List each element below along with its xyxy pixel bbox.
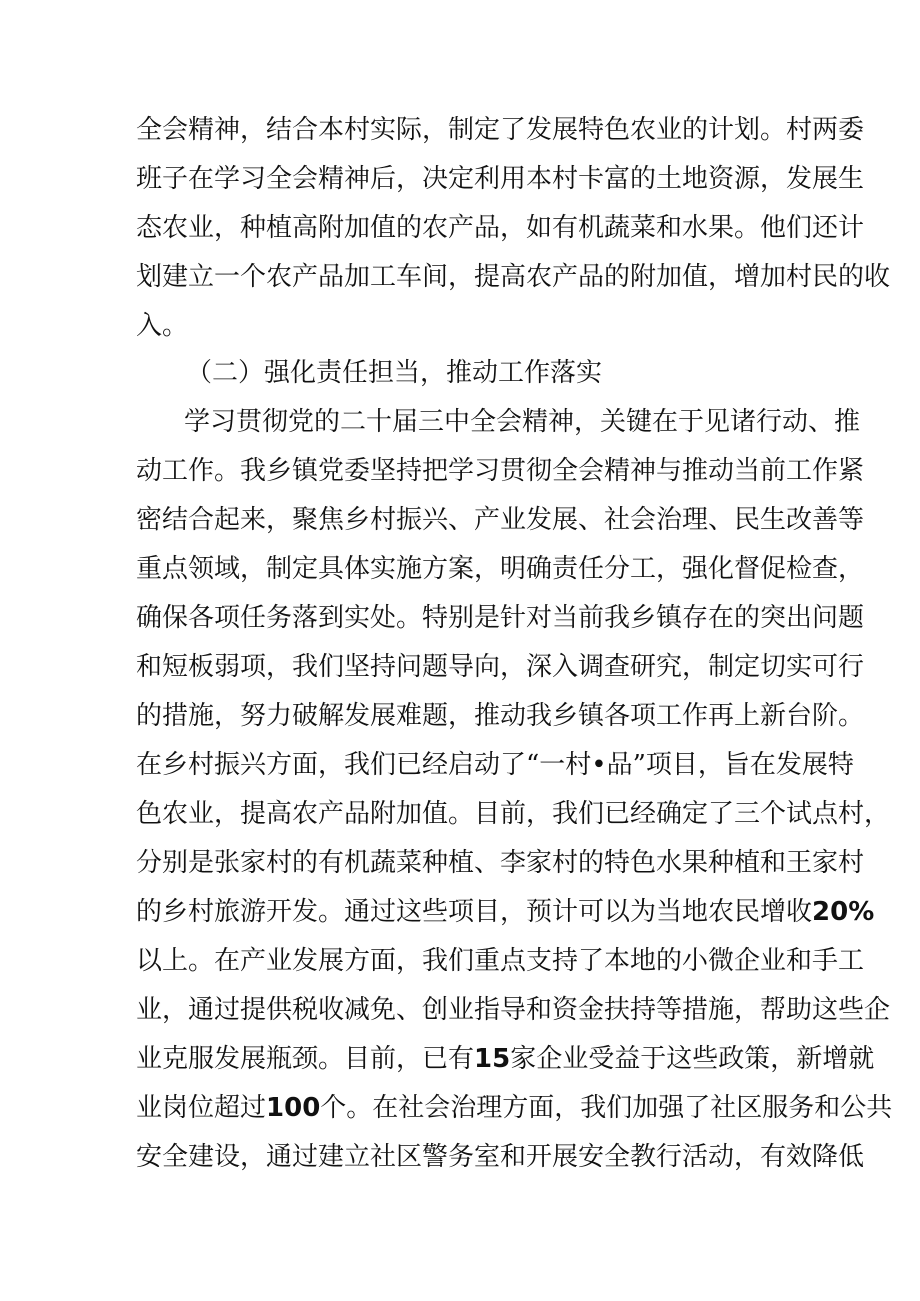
paragraph-2-line-11 (136, 892, 874, 932)
paragraph-2-line-7: 的措施，努力破解发展难题，推动我乡镇各项工作再上新台阶。 (136, 701, 865, 731)
paragraph-2-line-4: 重点领域，制定具体实施方案，明确责任分工，强化督促检查， (136, 554, 865, 584)
line-text-suffix: 家企业受益于这些政策，新增就 (510, 1044, 875, 1074)
paragraph-1-line-1: 全会精神，结合本村实际，制定了发展特色农业的计划。村两委 (136, 115, 865, 145)
line-text-prefix: 业岗位超过 (136, 1093, 267, 1123)
paragraph-2-line-6: 和短板弱项，我们坚持问题导向，深入调查研究，制定切实可行 (136, 652, 865, 682)
paragraph-1-line-2: 班子在学习全会精神后，决定利用本村卡富的土地资源，发展生 (136, 164, 865, 194)
paragraph-2-line-1: 学习贯彻党的二十届三中全会精神，关键在于见诸行动、推 (184, 407, 861, 437)
paragraph-2-line-14 (136, 1039, 874, 1079)
paragraph-2-line-15 (136, 1088, 892, 1128)
paragraph-2-line-3: 密结合起来，聚焦乡村振兴、产业发展、社会治理、民生改善等 (136, 505, 865, 535)
paragraph-2-line-2: 动工作。我乡镇党委坚持把学习贯彻全会精神与推动当前工作紧 (136, 456, 865, 486)
increase-percent: 20% (812, 897, 875, 927)
line-text-suffix: 个。在社会治理方面，我们加强了社区服务和公共 (320, 1093, 893, 1123)
section-heading: （二）强化责任担当，推动工作落实 (186, 358, 603, 388)
paragraph-2-line-10: 分别是张家村的有机蔬菜种植、李家村的特色水果种植和王家村 (136, 848, 865, 878)
paragraph-1-line-3: 态农业，种植高附加值的农产品，如有机蔬菜和水果。他们还计 (136, 213, 865, 243)
enterprise-count: 15 (474, 1044, 511, 1074)
paragraph-2-line-9: 色农业，提高农产品附加值。目前，我们已经确定了三个试点村， (136, 799, 891, 829)
paragraph-1-line-5: 入。 (136, 311, 189, 341)
paragraph-2-line-5: 确保各项任务落到实处。特别是针对当前我乡镇存在的突出问题 (136, 603, 865, 633)
line-text: 的乡村旅游开发。通过这些项目，预计可以为当地农民增收 (136, 897, 813, 927)
line-text-prefix: 业克服发展瓶颈。目前，已有 (136, 1044, 475, 1074)
paragraph-1-line-4: 划建立一个农产品加工车间，提高农产品的附加值，增加村民的收 (136, 262, 891, 292)
jobs-count: 100 (266, 1093, 321, 1123)
paragraph-2-line-13: 业，通过提供税收减免、创业指导和资金扶持等措施，帮助这些企 (136, 995, 891, 1025)
paragraph-2-line-8: 在乡村振兴方面，我们已经启动了“一村•品”项目，旨在发展特 (136, 750, 854, 780)
paragraph-2-line-16: 安全建设，通过建立社区警务室和开展安全教行活动，有效降低 (136, 1142, 865, 1172)
paragraph-2-line-12: 以上。在产业发展方面，我们重点支持了本地的小微企业和手工 (136, 946, 865, 976)
